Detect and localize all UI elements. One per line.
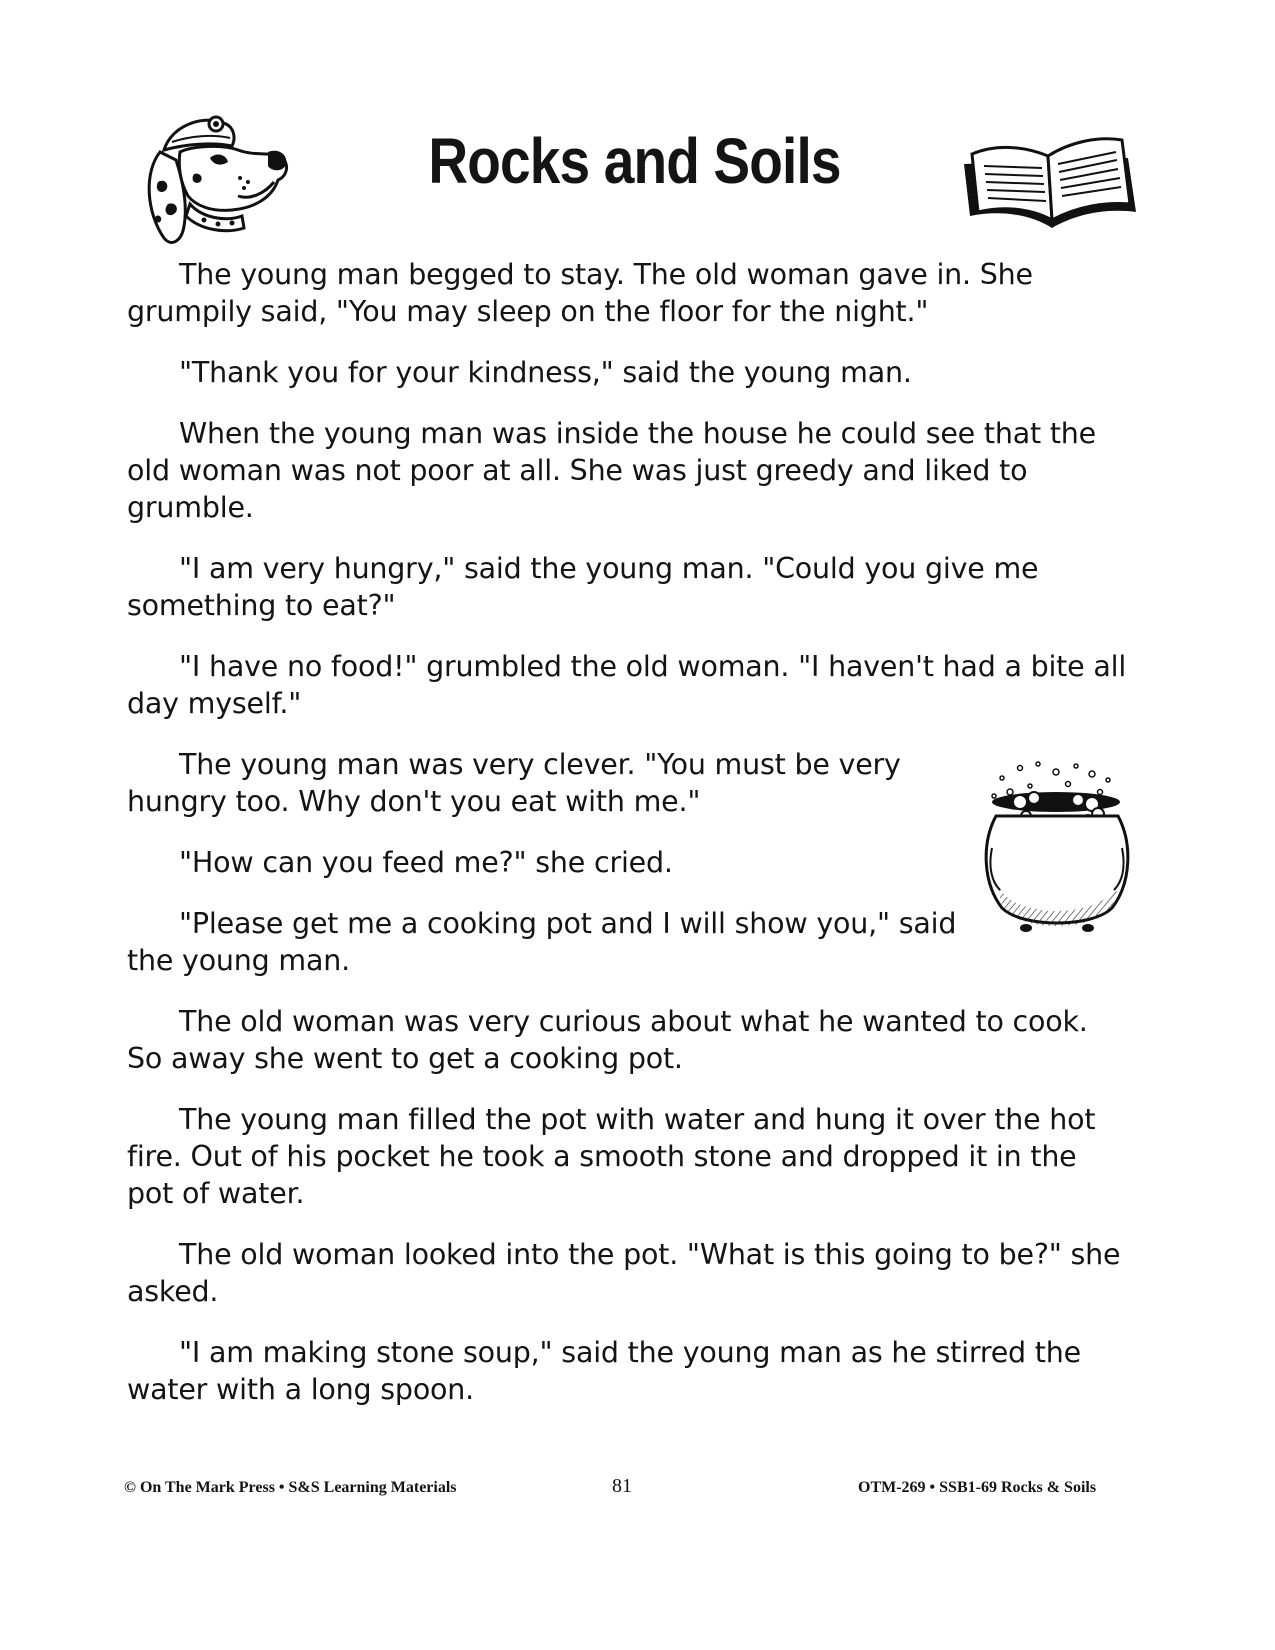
story-paragraph: The young man filled the pot with water and hung it over the hot fire. Out of his pocket he took a smooth stone and dropped it in the pot of water. bbox=[127, 1103, 1096, 1210]
story-paragraph: "I have no food!" grumbled the old woman. "I haven't had a bite all day myself." bbox=[127, 650, 1127, 720]
story-paragraph: The old woman looked into the pot. "What is this going to be?" she asked. bbox=[127, 1238, 1121, 1308]
story-paragraph: "Please get me a cooking pot and I will show you," said the young man. bbox=[127, 907, 957, 977]
page-title: Rocks and Soils bbox=[428, 125, 841, 197]
story-paragraph: "I am very hungry," said the young man. "Could you give me something to eat?" bbox=[127, 552, 1039, 622]
story-paragraph: The young man begged to stay. The old woman gave in. She grumpily said, "You may sleep on the floor for the night." bbox=[127, 258, 1033, 328]
story-paragraph: The young man was very clever. "You must be very hungry too. Why don't you eat with me." bbox=[127, 748, 901, 818]
footer-copyright: © On The Mark Press • S&S Learning Materials bbox=[124, 1479, 457, 1496]
open-book-icon bbox=[960, 124, 1140, 234]
story-paragraph: "I am making stone soup," said the young man as he stirred the water with a long spoon. bbox=[127, 1336, 1081, 1406]
footer-book-code: OTM-269 • SSB1-69 Rocks & Soils bbox=[858, 1479, 1097, 1496]
story-paragraph: "How can you feed me?" she cried. bbox=[179, 846, 673, 879]
story-text bbox=[127, 256, 1127, 1408]
story-paragraph: When the young man was inside the house he could see that the old woman was not poor at all. She was just greedy and liked to grumble. bbox=[127, 417, 1096, 524]
page-number: 81 bbox=[612, 1475, 632, 1497]
cooking-pot-icon bbox=[980, 758, 1135, 938]
story-paragraph: "Thank you for your kindness," said the young man. bbox=[179, 356, 912, 389]
story-paragraph: The old woman was very curious about what he wanted to cook. So away she went to get a cooking pot. bbox=[127, 1005, 1088, 1075]
